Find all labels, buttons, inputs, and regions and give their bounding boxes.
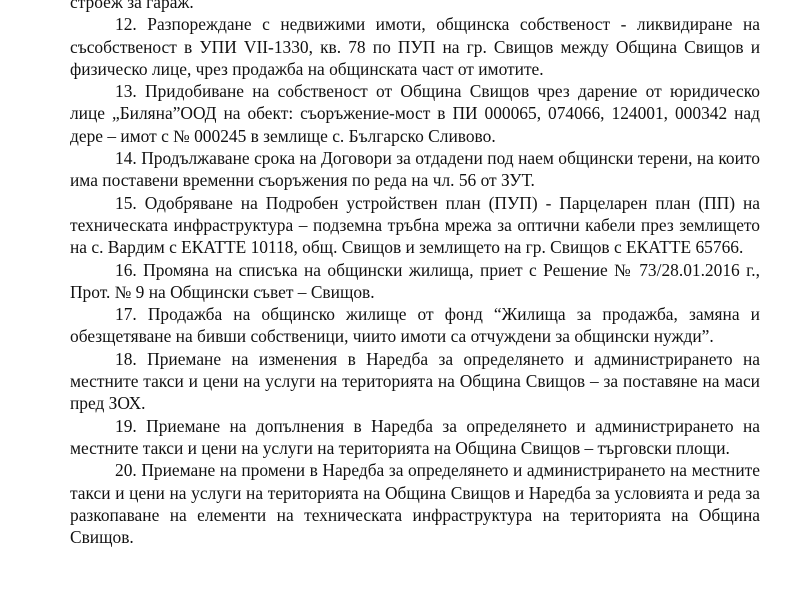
top-fragment: строеж за гараж. [70, 0, 194, 12]
item-text: Продажба на общинско жилище от фонд “Жилища за продажба, замяна и обезщетяване на бивши собственици, чиито имоти са отчуждени за общински нужди”. [70, 304, 760, 347]
item-number: 16. [115, 259, 137, 280]
item-text: Промяна на списъка на общински жилища, приет с Решение № 73/28.01.2016 г., Прот. № 9 на Общински съвет – Свищов. [70, 259, 760, 302]
agenda-item-20 [70, 459, 760, 548]
agenda-text [70, 0, 760, 548]
item-text: Приемане на допълнения в Наредба за определянето и администрирането на местните такси и цени на услуги на територията на Община Свищов – търговски площи. [70, 415, 760, 458]
item-number: 12. [115, 14, 137, 35]
item-text: Приемане на промени в Наредба за определянето и администрирането на местните такси и цени на услуги на територията на Община Свищов и Наредба за условията и реда за разкопаване на елементи на техническата инфраструктура на територията на Община Свищов. [70, 460, 760, 548]
agenda-item-14 [70, 147, 760, 192]
item-text: Продължаване срока на Договори за отдадени под наем общински терени, на които има поставени временни съоръжения по реда на чл. 56 от ЗУТ. [70, 148, 760, 191]
item-text: Разпореждане с недвижими имоти, общинска собственост - ликвидиране на съсобственост в УПИ VII-1330, кв. 78 по ПУП на гр. Свищов между Община Свищов и физическо лице, чрез продажба на общинската част от имотите. [70, 14, 760, 79]
item-number: 20. [115, 460, 137, 481]
item-text: Одобряване на Подробен устройствен план (ПУП) - Парцеларен план (ПП) на техническата инфраструктура – подземна тръбна мрежа за оптични кабели през землището на с. Вардим с ЕКАТТЕ 10118, общ. Свищов и землището на гр. Свищов с ЕКАТТЕ 65766. [70, 192, 760, 258]
agenda-item-12 [70, 13, 760, 80]
item-number: 18. [115, 348, 137, 369]
item-number: 15. [115, 192, 137, 213]
item-number: 14. [115, 148, 137, 169]
agenda-item-15 [70, 192, 760, 259]
agenda-item-16 [70, 259, 760, 304]
item-number: 19. [115, 415, 137, 436]
agenda-item-19 [70, 415, 760, 460]
agenda-item-17 [70, 303, 760, 348]
item-text: Придобиване на собственост от Община Свищов чрез дарение от юридическо лице „Биляна”ООД на обект: съоръжение-мост в ПИ 000065, 074066, 124001, 000342 над дере – имот с № 000245 в землище с. Българско Сливово. [70, 81, 760, 146]
agenda-item-13 [70, 80, 760, 147]
item-number: 13. [115, 81, 137, 102]
item-number: 17. [115, 304, 137, 325]
agenda-item-18 [70, 348, 760, 415]
item-text: Приемане на изменения в Наредба за определянето и администрирането на местните такси и цени на услуги на територията на Община Свищов – за поставяне на маси пред ЗОХ. [70, 348, 760, 414]
